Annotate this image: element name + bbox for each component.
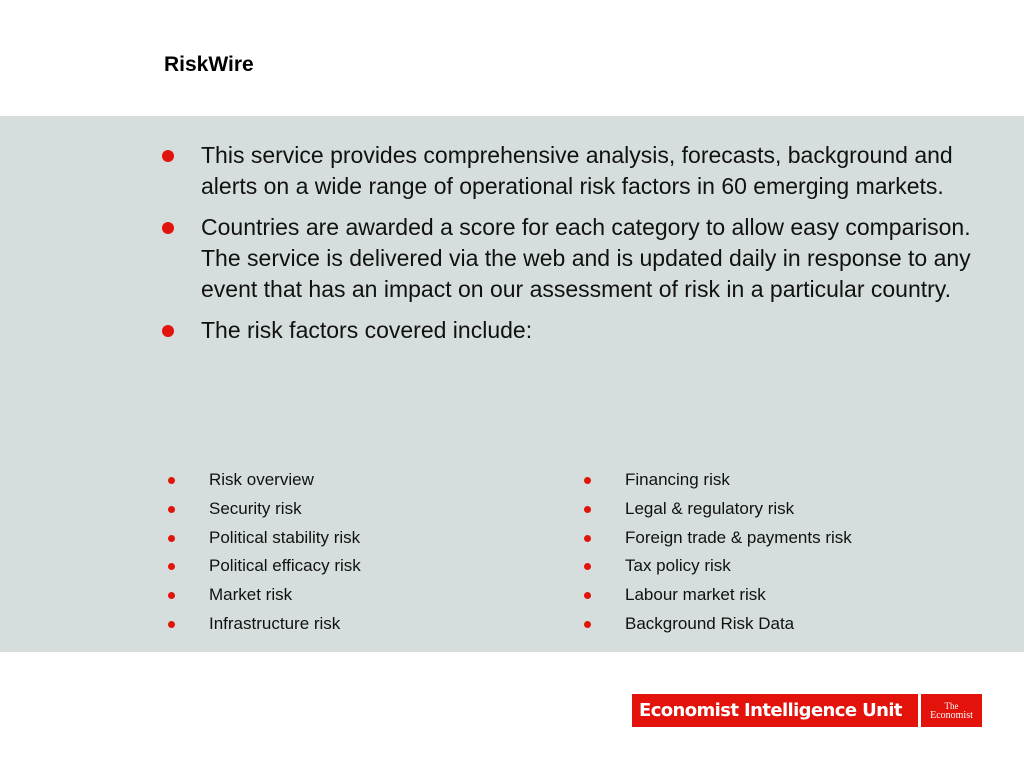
risk-factor-label: Market risk (209, 585, 293, 605)
main-bullet-text: Countries are awarded a score for each category to allow easy comparison. The service is delivered via the web and is updated daily in response to any event that has an impact on our assessment of risk in a particular country. (201, 214, 971, 302)
main-bullet-text: This service provides comprehensive analysis, forecasts, background and alerts on a wide range of operational risk factors in 60 emerging markets. (201, 142, 953, 199)
risk-factor-item (582, 495, 982, 524)
bullet-dot-icon (162, 222, 174, 234)
risk-factor-item (582, 552, 982, 581)
risk-factor-label: Background Risk Data (625, 613, 795, 633)
bullet-dot-icon (168, 477, 175, 484)
main-bullet-item (160, 315, 990, 346)
risk-factor-label: Security risk (209, 498, 302, 518)
risk-factor-label: Political efficacy risk (209, 556, 361, 576)
risk-factor-item (582, 610, 982, 639)
risk-factor-label: Legal & regulatory risk (625, 498, 795, 518)
main-bullet-list (160, 140, 990, 356)
risk-factor-item (582, 524, 982, 553)
risk-factor-label: Financing risk (625, 470, 730, 489)
bullet-dot-icon (168, 535, 175, 542)
main-bullet-item (160, 212, 990, 305)
risk-factor-label: Labour market risk (625, 585, 766, 605)
risk-factor-label: Risk overview (209, 470, 314, 489)
risk-factor-label: Tax policy risk (625, 556, 731, 576)
bullet-dot-icon (162, 325, 174, 337)
bullet-dot-icon (584, 477, 591, 484)
bullet-dot-icon (168, 506, 175, 513)
risk-factor-item (166, 524, 546, 553)
economist-logo-name: Economist (930, 709, 973, 721)
bullet-dot-icon (584, 592, 591, 599)
risk-factor-item (166, 466, 546, 495)
risk-factor-label: Political stability risk (209, 527, 361, 547)
risk-factor-label: Foreign trade & payments risk (625, 527, 852, 547)
risk-factor-item (166, 581, 546, 610)
bullet-dot-icon (584, 621, 591, 628)
bullet-dot-icon (168, 563, 175, 570)
risk-factor-item (582, 581, 982, 610)
risk-factors-left-list (166, 466, 546, 639)
bullet-dot-icon (168, 592, 175, 599)
main-bullet-text: The risk factors covered include: (201, 317, 533, 343)
risk-factor-label: Infrastructure risk (209, 613, 341, 633)
risk-factor-item (166, 610, 546, 639)
risk-factor-item (582, 466, 982, 495)
economist-logo (921, 694, 982, 727)
slide-title: RiskWire (164, 53, 254, 76)
eiu-logo (632, 694, 982, 727)
bullet-dot-icon (584, 506, 591, 513)
risk-factor-item (166, 552, 546, 581)
bullet-dot-icon (168, 621, 175, 628)
risk-factor-item (166, 495, 546, 524)
bullet-dot-icon (584, 563, 591, 570)
risk-factors-right-list (582, 466, 982, 639)
economist-logo-the: The (944, 700, 959, 711)
bullet-dot-icon (584, 535, 591, 542)
bullet-dot-icon (162, 150, 174, 162)
eiu-logo-text: Economist Intelligence Unit (632, 694, 918, 727)
main-bullet-item (160, 140, 990, 202)
